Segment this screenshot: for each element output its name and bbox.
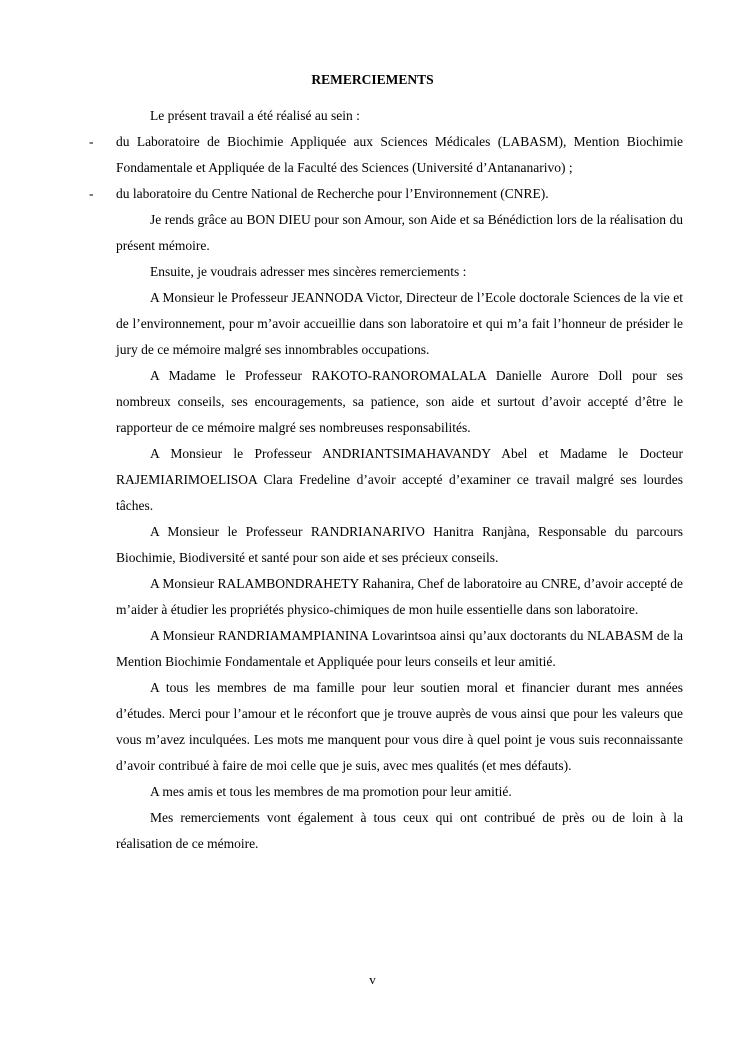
paragraph-randrianarivo: A Monsieur le Professeur RANDRIANARIVO Hanitra Ranjàna, Responsable du parcours Biochimie, Biodiversité et santé pour son aide et ses précieux conseils. [116,524,683,565]
intro-paragraph: Le présent travail a été réalisé au sein : [150,108,360,123]
paragraph-ensuite: Ensuite, je voudrais adresser mes sincères remerciements : [150,264,467,279]
paragraph-famille: A tous les membres de ma famille pour leur soutien moral et financier durant mes années d’études. Merci pour l’amour et le réconfort que je trouve auprès de vous ainsi que pour les valeurs que vous m’avez inculquées. Les mots me manquent pour vous dire à quel point je vous suis reconnaissante d’avoir contribué à faire de moi celle que je suis, avec mes qualités (et mes défauts). [116,680,683,773]
bullet-dash: - [89,134,94,149]
paragraph-ralambondrahety: A Monsieur RALAMBONDRAHETY Rahanira, Chef de laboratoire au CNRE, d’avoir accepté de m’aider à étudier les propriétés physico-chimiques de mon huile essentielle dans son laboratoire. [116,576,683,617]
paragraph-jeannoda: A Monsieur le Professeur JEANNODA Victor, Directeur de l’Ecole doctorale Sciences de la vie et de l’environnement, pour m’avoir accueillie dans son laboratoire et qui m’a fait l’honneur de présider le jury de ce mémoire malgré ses innombrables occupations. [116,290,683,357]
paragraph-amis: A mes amis et tous les membres de ma promotion pour leur amitié. [150,784,512,799]
paragraph-randriamampianina: A Monsieur RANDRIAMAMPIANINA Lovarintsoa ainsi qu’aux doctorants du NLABASM de la Mention Biochimie Fondamentale et Appliquée pour leurs conseils et leur amitié. [116,628,683,669]
page-number: v [369,972,376,987]
bullet-text: du Laboratoire de Biochimie Appliquée aux Sciences Médicales (LABASM), Mention Biochimie Fondamentale et Appliquée de la Faculté des Sciences (Université d’Antananarivo) ; [116,134,683,175]
paragraph-andriantsimahavandy: A Monsieur le Professeur ANDRIANTSIMAHAVANDY Abel et Madame le Docteur RAJEMIARIMOELISOA Clara Fredeline d’avoir accepté d’examiner ce travail malgré ses lourdes tâches. [116,446,683,513]
paragraph-rakoto: A Madame le Professeur RAKOTO-RANOROMALALA Danielle Aurore Doll pour ses nombreux conseils, ses encouragements, sa patience, son aide et surtout d’avoir accepté d’être le rapporteur de ce mémoire malgré ses nombreuses responsabilités. [116,368,683,435]
bullet-text: du laboratoire du Centre National de Recherche pour l’Environnement (CNRE). [116,186,549,201]
bullet-item-labasm [89,129,683,181]
document-body [89,103,683,857]
paragraph-final: Mes remerciements vont également à tous ceux qui ont contribué de près ou de loin à la réalisation de ce mémoire. [116,810,683,851]
paragraph-dieu: Je rends grâce au BON DIEU pour son Amour, son Aide et sa Bénédiction lors de la réalisation du présent mémoire. [116,212,683,253]
page-title: REMERCIEMENTS [311,72,434,87]
bullet-item-cnre [89,181,683,207]
bullet-dash: - [89,186,94,201]
